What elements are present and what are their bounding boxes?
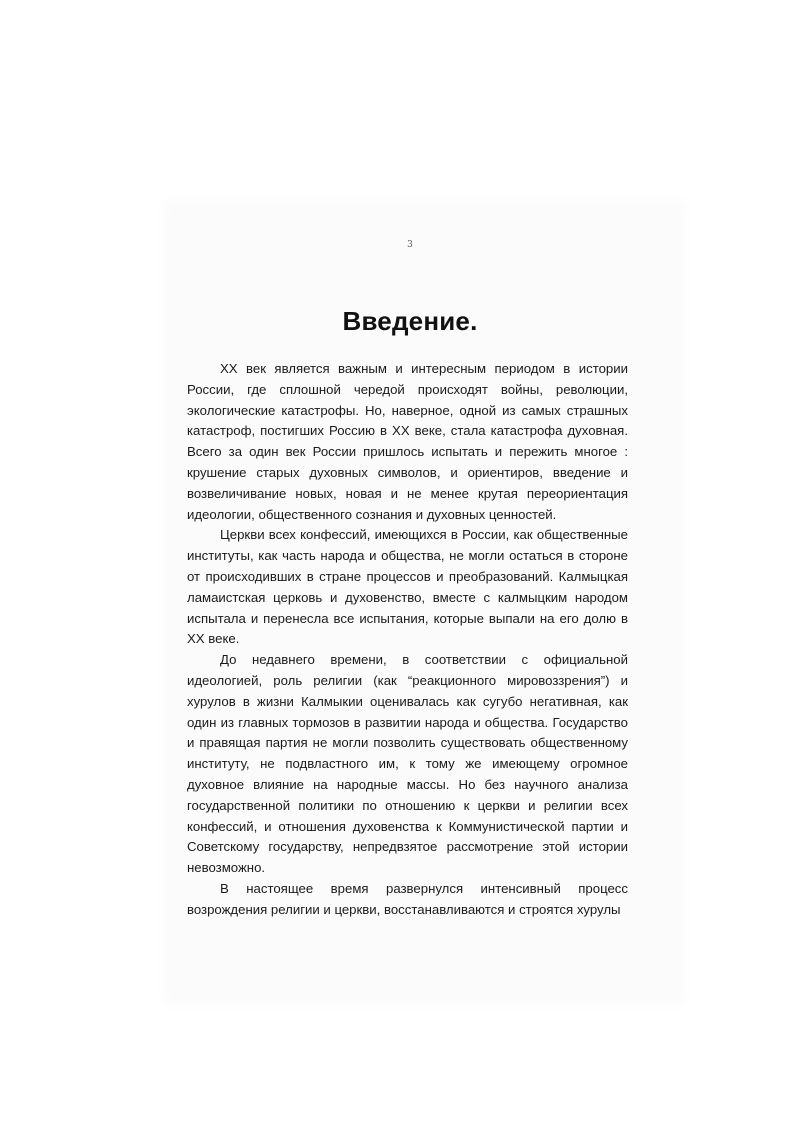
paragraph: В настоящее время развернулся интенсивный процесс возрождения религии и церкви, восстанавливаются и строятся хурулы <box>187 880 628 917</box>
paragraph: Церкви всех конфессий, имеющихся в России, как общественные институты, как часть народа и общества, не могли остаться в стороне от происходивших в стране процессов и преобразований. Калмыцкая ламаистская церковь и духовенство, вместе с калмыцким народом испытала и перенесла все испытания, которые выпали на его долю в XX веке. <box>187 527 628 647</box>
paragraph: XX век является важным и интересным периодом в истории России, где сплошной чередой происходят войны, революции, экологические катастрофы. Но, наверное, одной из самых страшных катастроф, постигших Россию в XX веке, стала катастрофа духовная. Всего за один век России пришлось испытать и пережить многое : крушение старых духовных символов, и ориентиров, введение и возвеличивание новых, новая и не менее крутая переориентация идеологии, общественного сознания и духовных ценностей. <box>187 361 628 522</box>
body-text <box>187 359 628 921</box>
paragraph: До недавнего времени, в соответствии с официальной идеологией, роль религии (как “реакционного мировоззрения”) и хурулов в жизни Калмыкии оценивалась как сугубо негативная, как один из главных тормозов в развитии народа и общества. Государство и правящая партия не могли позволить существовать общественному институту, не подвластного им, к тому же имеющему огромное духовное влияние на народные массы. Но без научного анализа государственной политики по отношению к церкви и религии всех конфессий, и отношения духовенства к Коммунистической партии и Советскому государству, непредвзятое рассмотрение этой истории невозможно. <box>187 652 628 876</box>
page-number: 3 <box>407 240 413 250</box>
page-title: Введение. <box>342 306 478 336</box>
